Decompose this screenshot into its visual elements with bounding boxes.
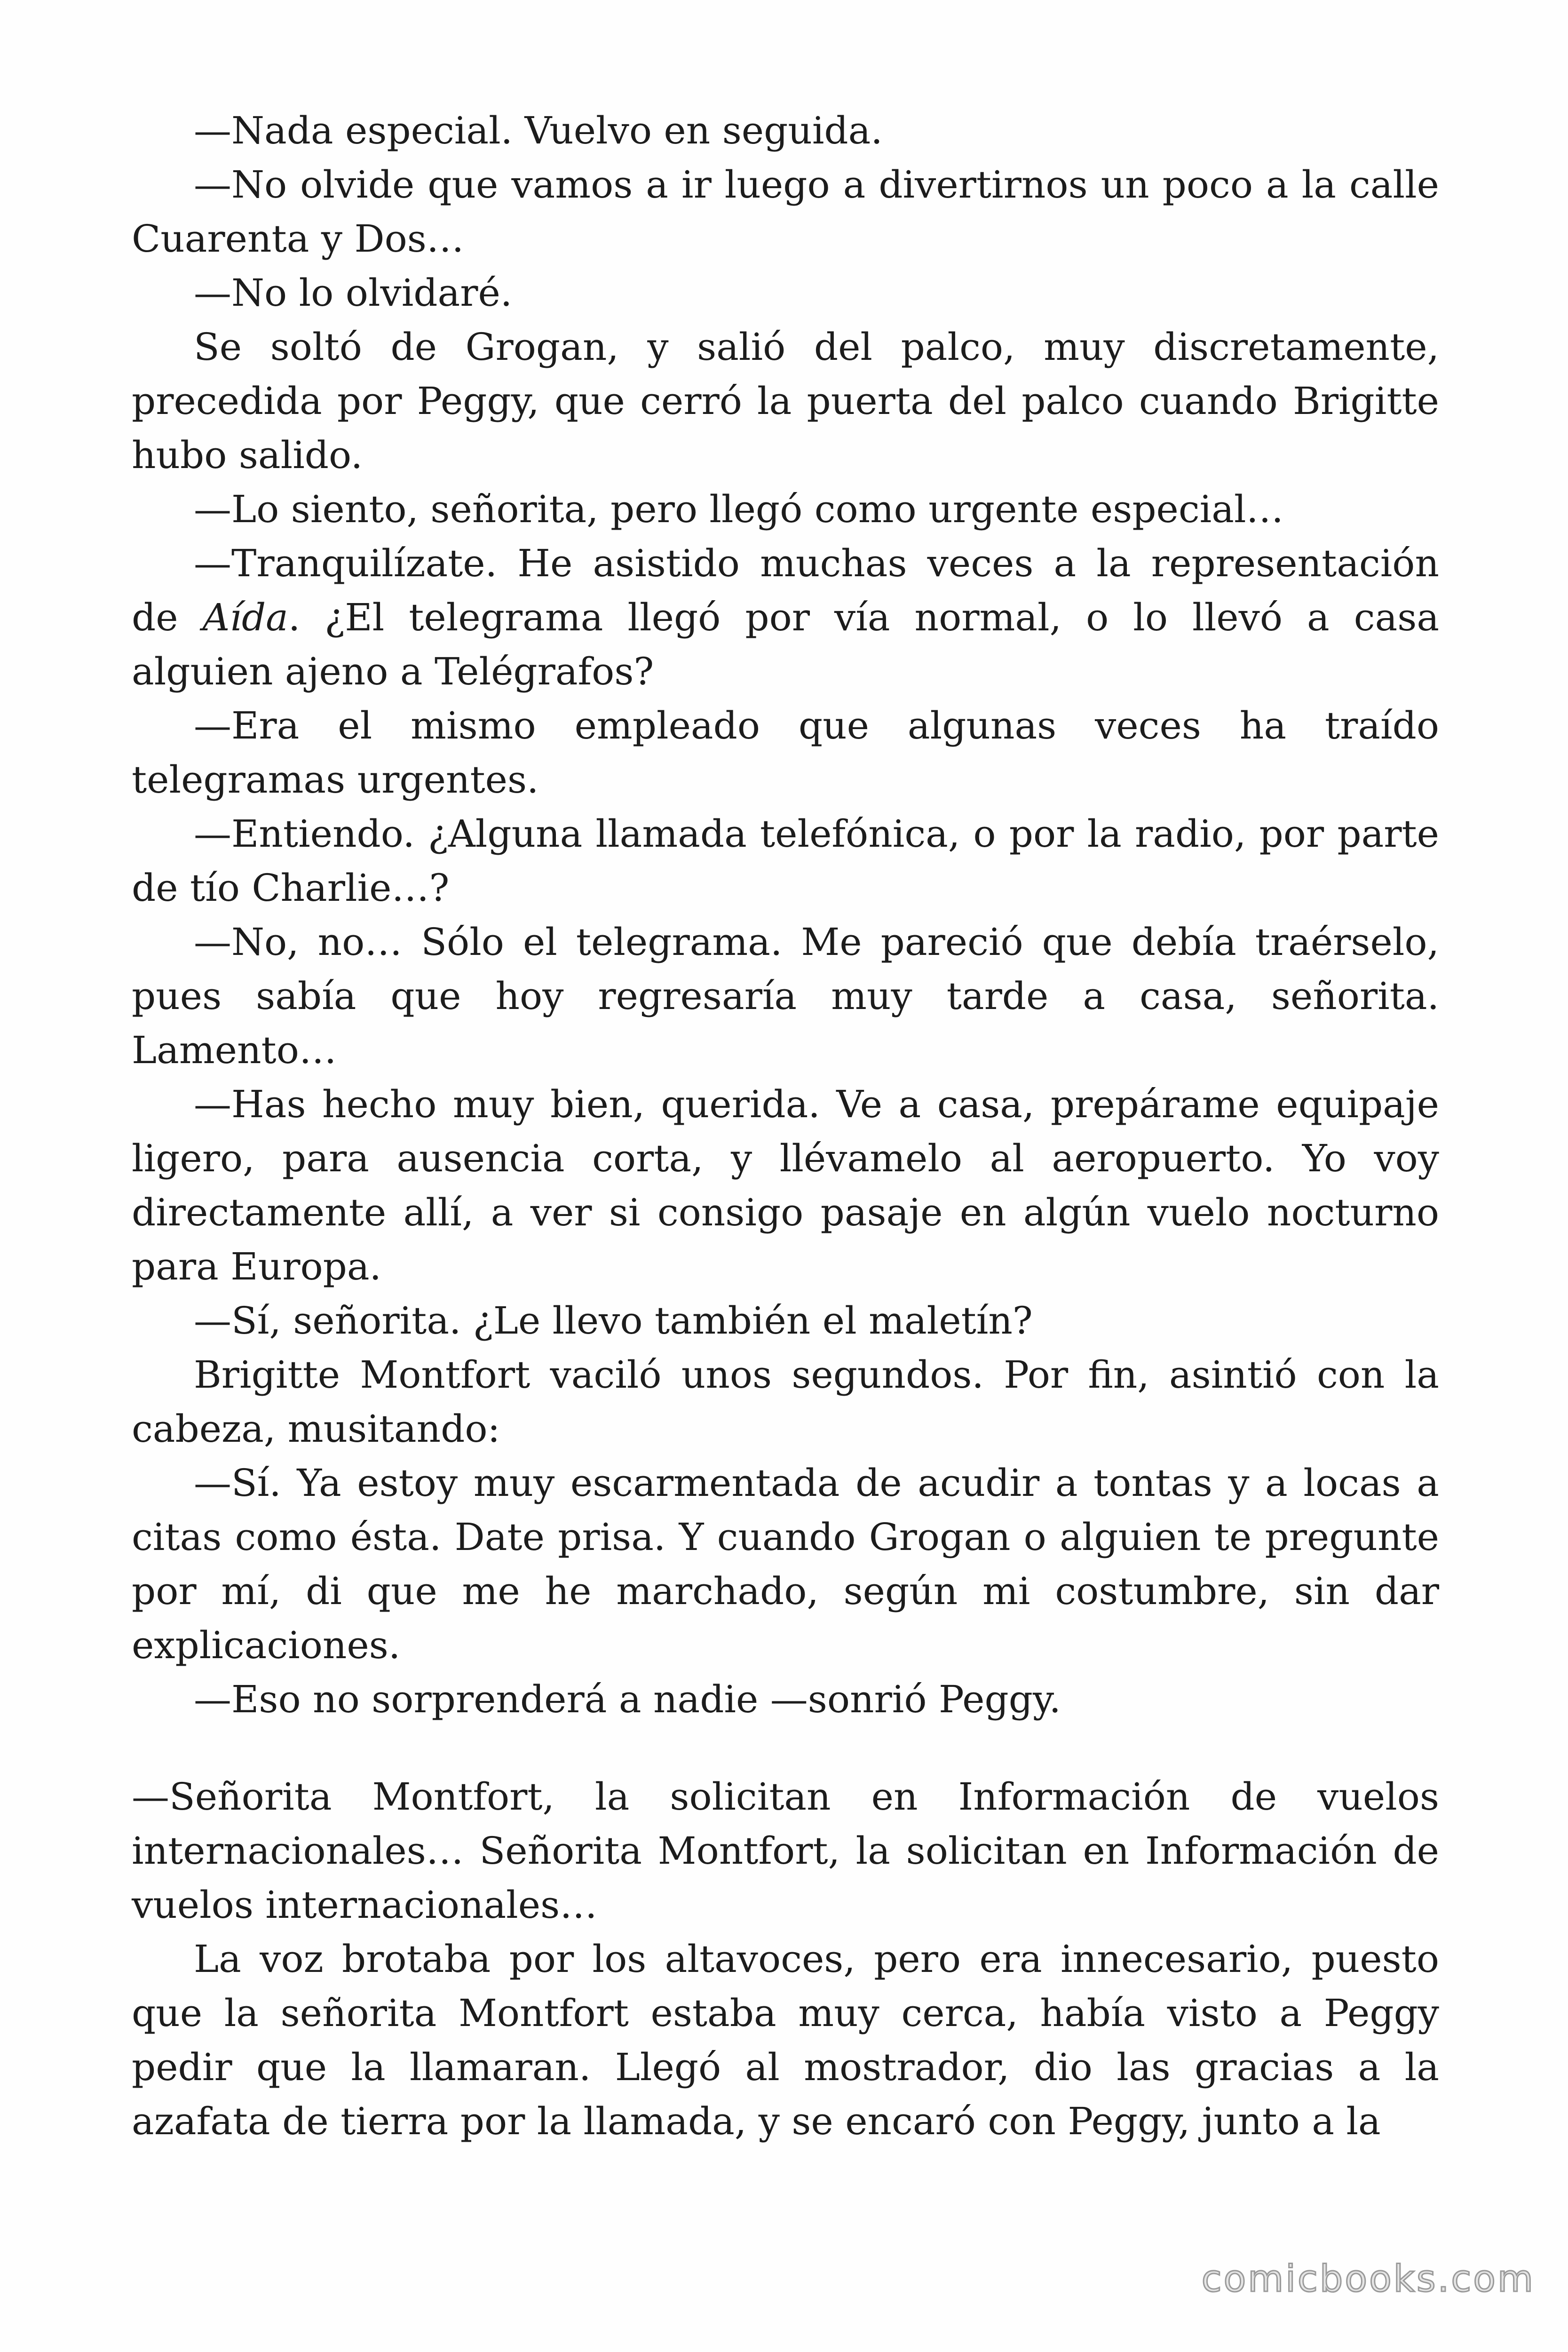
section-break [132, 1726, 1439, 1770]
paragraph: —Has hecho muy bien, querida. Ve a casa, prepárame equipaje ligero, para ausencia corta, y llévamelo al aeropuerto. Yo voy directamente allí, a ver si consigo pasaje en algún vuelo nocturno para Europa. [132, 1082, 1439, 1288]
paragraph-text: —Tranquilízate. He asistido muchas veces a la representación de [132, 541, 1439, 639]
paragraph: —No, no… Sólo el telegrama. Me pareció que debía traérselo, pues sabía que hoy regresaría muy tarde a casa, señorita. Lamento… [132, 920, 1439, 1072]
paragraph: —Lo siento, señorita, pero llegó como urgente especial… [194, 487, 1284, 531]
paragraph: —No olvide que vamos a ir luego a divertirnos un poco a la calle Cuarenta y Dos… [132, 163, 1439, 261]
paragraph: La voz brotaba por los altavoces, pero era innecesario, puesto que la señorita Montfort estaba muy cerca, había visto a Peggy pedir que la llamaran. Llegó al mostrador, dio las gracias a la azafata de tierra por la llamada, y se encaró con Peggy, junto a la [132, 1937, 1439, 2143]
paragraph: —Sí. Ya estoy muy escarmentada de acudir a tontas y a locas a citas como ésta. Date prisa. Y cuando Grogan o alguien te pregunte por mí, di que me he marchado, según mi costumbre, sin dar explicaciones. [132, 1461, 1439, 1667]
paragraph: —Señorita Montfort, la solicitan en Información de vuelos internacionales… Señorita Montfort, la solicitan en Información de vuelos internacionales… [132, 1775, 1439, 1927]
paragraph: Brigitte Montfort vaciló unos segundos. Por fin, asintió con la cabeza, musitando: [132, 1353, 1439, 1451]
paragraph: —Entiendo. ¿Alguna llamada telefónica, o por la radio, por parte de tío Charlie…? [132, 812, 1439, 910]
watermark: comicbooks.com [1201, 2258, 1535, 2300]
paragraph: —Era el mismo empleado que algunas veces ha traído telegramas urgentes. [132, 704, 1439, 802]
paragraph: —Eso no sorprenderá a nadie —sonrió Peggy. [194, 1677, 1061, 1721]
paragraph: —Nada especial. Vuelvo en seguida. [194, 109, 883, 152]
paragraph-text: . ¿El telegrama llegó por vía normal, o lo llevó a casa alguien ajeno a Telégrafos? [132, 596, 1440, 693]
page-text [132, 103, 1439, 2148]
paragraph: Se soltó de Grogan, y salió del palco, muy discretamente, precedida por Peggy, que cerró la puerta del palco cuando Brigitte hubo salido. [132, 325, 1439, 477]
opera-title: Aída [202, 596, 288, 639]
paragraph: —Sí, señorita. ¿Le llevo también el maletín? [194, 1299, 1033, 1343]
paragraph: —No lo olvidaré. [194, 271, 513, 315]
paragraph [132, 536, 1439, 699]
